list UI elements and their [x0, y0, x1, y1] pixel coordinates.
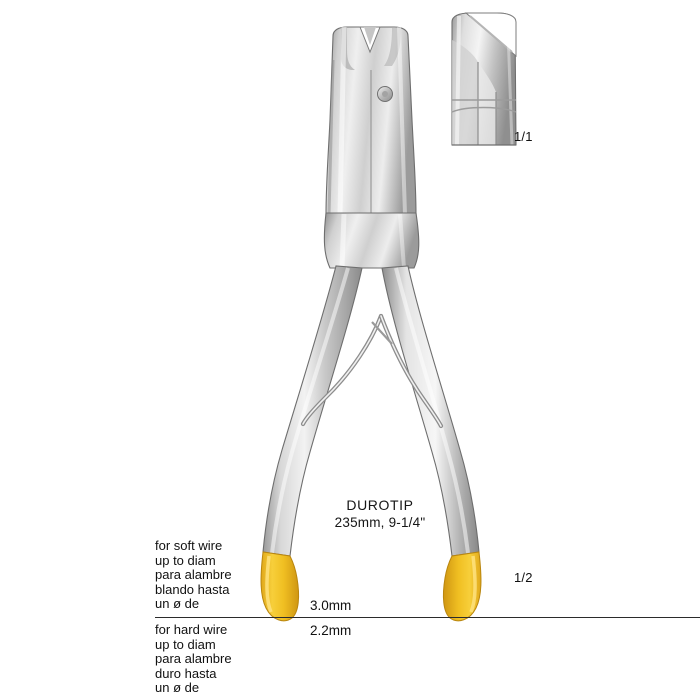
soft-wire-line-1: for soft wire: [155, 538, 223, 553]
main-scale-label: 1/2: [514, 570, 533, 585]
cutter-head: [326, 27, 416, 236]
soft-wire-line-5: un ø de: [155, 596, 200, 612]
hard-wire-line-4: duro hasta: [155, 665, 217, 681]
soft-wire-spec: [155, 539, 232, 612]
left-handle: [261, 266, 362, 621]
title-block: [280, 497, 480, 531]
hard-wire-diameter: 2.2mm: [310, 623, 352, 638]
hard-wire-spec: [155, 623, 232, 696]
inset-scale-label: 1/1: [514, 129, 533, 144]
soft-wire-line-4: blando hasta: [155, 581, 230, 597]
hard-wire-line-3: para alambre: [155, 651, 232, 667]
head-detail-inset: [452, 13, 516, 145]
soft-wire-diameter: 3.0mm: [310, 598, 352, 613]
joint-block: [324, 213, 418, 268]
hard-wire-line-5: un ø de: [155, 680, 200, 696]
right-handle: [382, 266, 481, 621]
hard-wire-line-2: up to diam: [155, 636, 216, 652]
soft-wire-line-3: para alambre: [155, 567, 232, 583]
hard-wire-line-1: for hard wire: [155, 622, 228, 637]
product-name: DUROTIP: [346, 497, 414, 513]
spec-divider: [155, 617, 700, 618]
soft-wire-line-2: up to diam: [155, 552, 216, 568]
product-size: 235mm, 9-1/4": [334, 515, 426, 530]
